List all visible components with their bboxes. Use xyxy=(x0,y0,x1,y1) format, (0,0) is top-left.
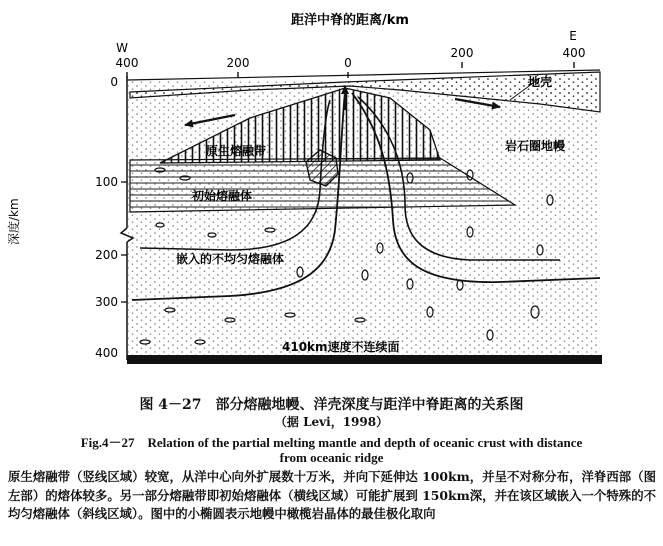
left-tick: 400 xyxy=(95,346,118,360)
left-ticks xyxy=(95,75,118,360)
embedded-melt-label: 嵌入的不均匀熔融体 xyxy=(176,252,285,266)
top-tick: 400 xyxy=(115,56,139,70)
discontinuity-label: 410km速度不连续面 xyxy=(282,340,400,354)
top-ticks xyxy=(116,46,586,70)
left-tick: 300 xyxy=(95,295,118,309)
top-tick: 200 xyxy=(226,56,250,70)
left-tick: 100 xyxy=(95,175,118,189)
caption-en-line1: Fig.4－27 Relation of the partial melting mantle and depth of oceanic crust with distance xyxy=(80,435,583,450)
description-paragraph: 原生熔融带（竖线区域）较宽，从洋中心向外扩展数十万米，并向下延伸达 100km，并呈不对称分布，洋脊西部（图左部）的熔体较多。另一部分熔融带即初始熔融体（横线区域）可能扩展到 150km深，并在该区域嵌入一个特殊的不均匀熔融体（斜线区域）。图中的小椭圆表示地幔中橄榄岩晶体的最佳极化取向 xyxy=(8,469,656,521)
caption-zh: 图 4－27 部分熔融地幔、洋壳深度与距洋中脊距离的关系图 xyxy=(139,397,524,413)
west-label: W xyxy=(116,41,128,55)
east-label: E xyxy=(569,29,577,43)
left-axis-title: 深度/km xyxy=(7,198,21,245)
left-tick: 0 xyxy=(110,75,118,89)
bottom-bar xyxy=(127,355,602,364)
crust-label: 地壳 xyxy=(528,75,553,89)
caption-en-line2: from oceanic ridge xyxy=(279,450,384,465)
lithosphere-mantle-label: 岩石圈地幔 xyxy=(505,139,566,153)
top-tick: 0 xyxy=(344,56,352,70)
top-tick: 400 xyxy=(562,46,586,60)
initial-melt-label: 初始熔融体 xyxy=(192,189,253,203)
top-axis-title: 距洋中脊的距离/km xyxy=(291,13,409,28)
left-tick: 200 xyxy=(95,248,118,262)
top-tick: 200 xyxy=(450,46,474,60)
caption-source: （据 Levi，1998） xyxy=(274,415,389,429)
primary-zone-label: 原生熔融带 xyxy=(206,144,267,158)
